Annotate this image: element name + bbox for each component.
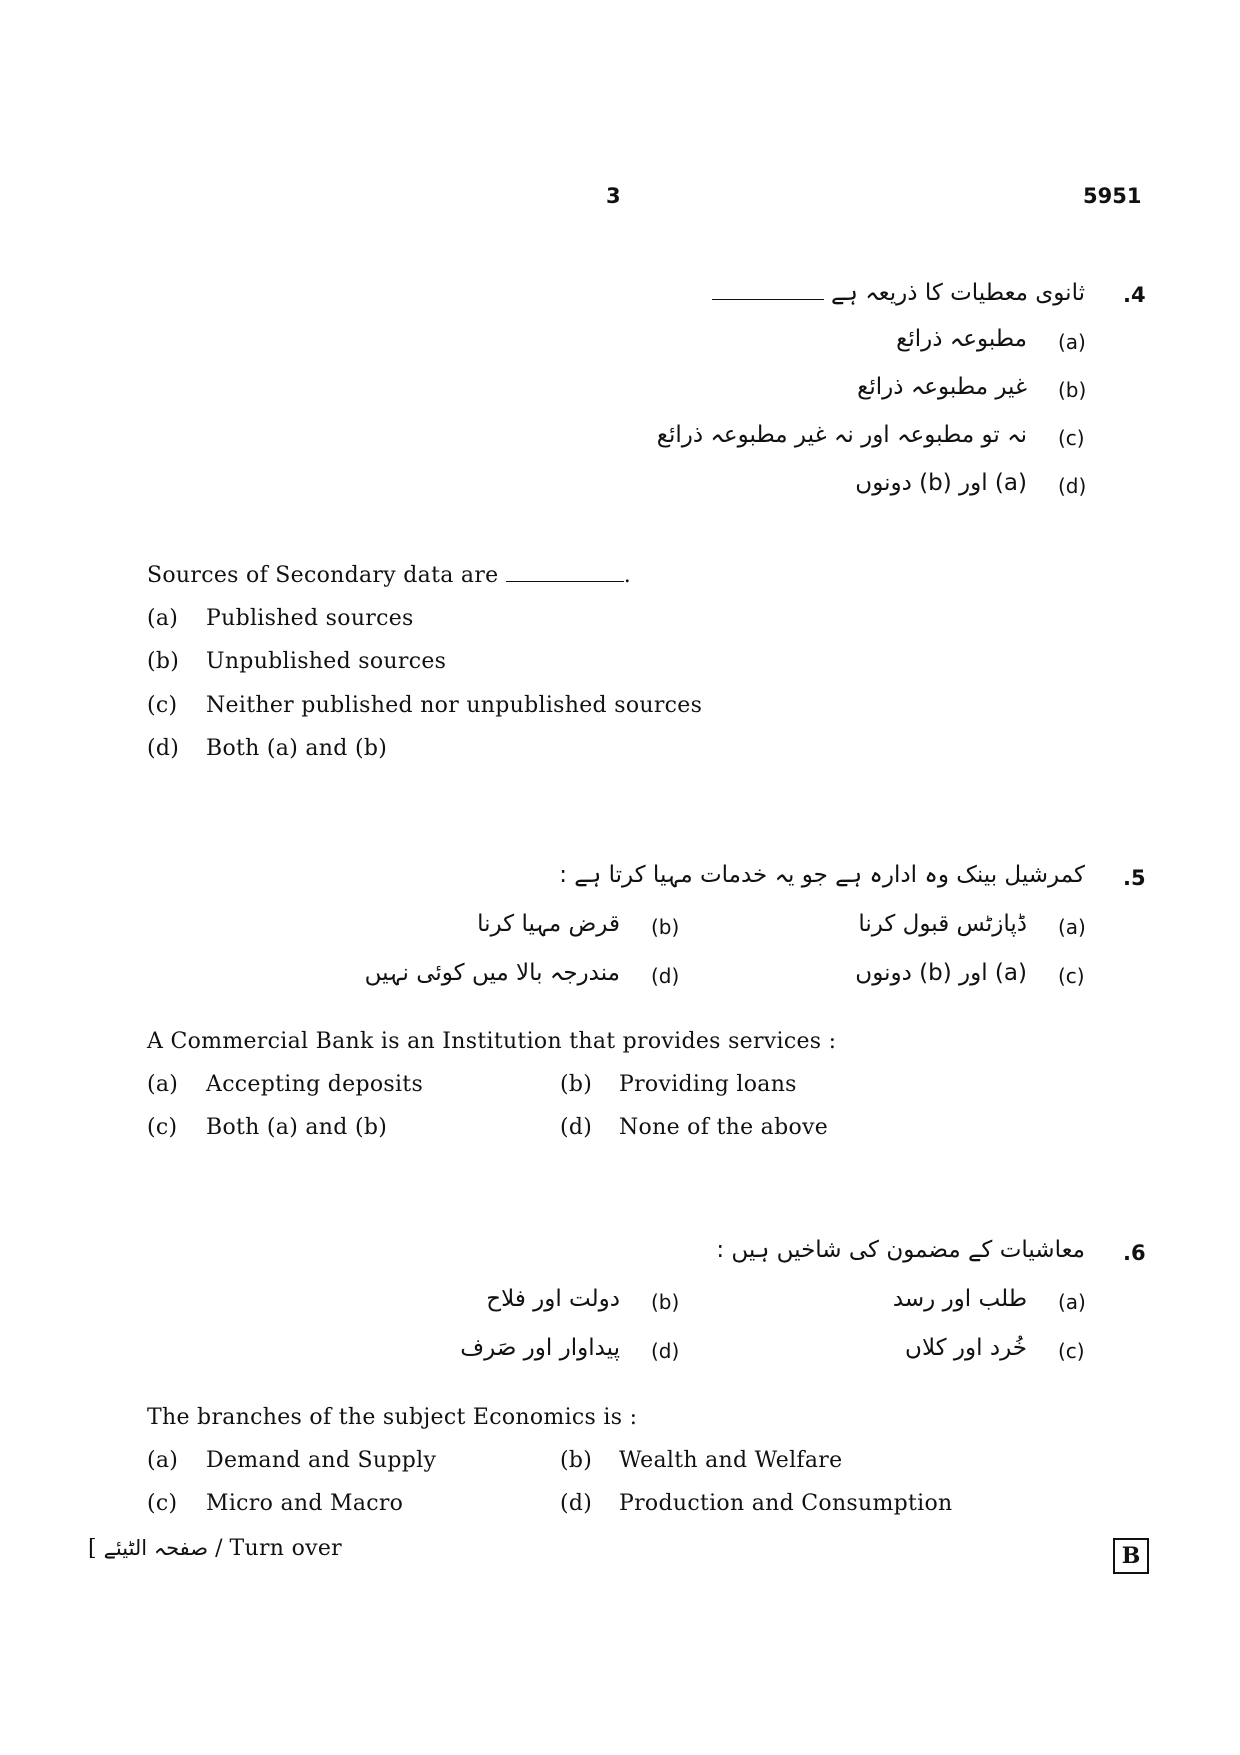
q6-option-text: Demand and Supply [206, 1448, 437, 1473]
question-5-urdu-stem: کمرشیل بینک وہ ادارہ ہے جو یہ خدمات مہیا کرتا ہے : [559, 862, 1085, 888]
q4-urdu-option-label: (d) [1058, 474, 1087, 498]
q4-option-text: Unpublished sources [206, 649, 447, 674]
q5-option-text: Both (a) and (b) [206, 1115, 388, 1140]
question-6-english-stem: The branches of the subject Economics is : [147, 1405, 638, 1430]
q6-option-label: (a) [147, 1448, 179, 1473]
q6-option-label: (d) [560, 1491, 593, 1516]
q5-option-text: None of the above [619, 1115, 829, 1140]
turn-over-note [88, 1536, 342, 1561]
q6-urdu-option-label: (b) [651, 1290, 680, 1314]
q4-urdu-option-label: (a) [1058, 330, 1086, 354]
q6-option-label: (b) [560, 1448, 593, 1473]
q6-urdu-option-text: طلب اور رسد [892, 1286, 1027, 1312]
q4-option-label: (c) [147, 693, 178, 718]
q5-urdu-option-text: (a) اور (b) دونوں [855, 960, 1027, 986]
q6-urdu-option-text: پیداوار اور صَرف [460, 1335, 620, 1361]
page-number: 3 [606, 184, 621, 208]
question-6-urdu-stem: معاشیات کے مضمون کی شاخیں ہیں : [716, 1237, 1085, 1263]
q4-urdu-option-text: مطبوعہ ذرائع [896, 326, 1027, 352]
q5-urdu-option-label: (b) [651, 915, 680, 939]
turn-over-english: / Turn over [215, 1536, 342, 1561]
question-4-english-stem: Sources of Secondary data are . [147, 563, 632, 588]
q6-urdu-option-label: (d) [651, 1339, 680, 1363]
q5-option-label: (a) [147, 1072, 179, 1097]
q5-option-text: Accepting deposits [206, 1072, 424, 1097]
q4-urdu-option-text: غیر مطبوعہ ذرائع [857, 374, 1027, 400]
q5-urdu-option-label: (a) [1058, 915, 1086, 939]
q4-option-text: Both (a) and (b) [206, 736, 388, 761]
turn-over-bracket: [ [88, 1536, 97, 1561]
q4-option-label: (a) [147, 606, 179, 631]
q6-option-text: Production and Consumption [619, 1491, 953, 1516]
booklet-series-box: B [1113, 1538, 1149, 1574]
q5-option-label: (b) [560, 1072, 593, 1097]
q5-urdu-option-text: ڈپازٹس قبول کرنا [858, 911, 1027, 937]
q5-urdu-option-label: (d) [651, 964, 680, 988]
question-5-english-stem: A Commercial Bank is an Institution that provides services : [147, 1029, 837, 1054]
q5-option-text: Providing loans [619, 1072, 797, 1097]
question-number-6: .6 [1123, 1241, 1146, 1265]
answer-blank [506, 577, 624, 582]
q6-urdu-option-text: خُرد اور کلاں [905, 1335, 1027, 1361]
q5-urdu-option-label: (c) [1058, 964, 1085, 988]
paper-code: 5951 [1083, 184, 1142, 208]
question-number-4: .4 [1123, 283, 1146, 307]
q5-option-label: (c) [147, 1115, 178, 1140]
q6-urdu-option-label: (a) [1058, 1290, 1086, 1314]
question-4-urdu-stem-text: ثانوی معطیات کا ذریعہ ہے [830, 280, 1085, 306]
turn-over-urdu: صفحہ الٹیئے [103, 1536, 209, 1560]
q5-urdu-option-text: مندرجہ بالا میں کوئی نہیں [364, 960, 620, 986]
q4-option-text: Neither published nor unpublished sources [206, 693, 703, 718]
q6-option-text: Micro and Macro [206, 1491, 404, 1516]
q4-option-text: Published sources [206, 606, 414, 631]
q6-option-text: Wealth and Welfare [619, 1448, 843, 1473]
question-4-english-stem-text: Sources of Secondary data are [147, 563, 499, 588]
q4-urdu-option-text: (a) اور (b) دونوں [855, 470, 1027, 496]
q4-urdu-option-label: (b) [1058, 378, 1087, 402]
q6-urdu-option-text: دولت اور فلاح [486, 1286, 620, 1312]
q6-option-label: (c) [147, 1491, 178, 1516]
q4-urdu-option-text: نہ تو مطبوعہ اور نہ غیر مطبوعہ ذرائع [656, 422, 1027, 448]
q5-urdu-option-text: قرض مہیا کرنا [477, 911, 620, 937]
question-number-5: .5 [1123, 866, 1146, 890]
answer-blank [712, 295, 824, 300]
q5-option-label: (d) [560, 1115, 593, 1140]
q4-option-label: (b) [147, 649, 180, 674]
q6-urdu-option-label: (c) [1058, 1339, 1085, 1363]
q4-option-label: (d) [147, 736, 180, 761]
q4-urdu-option-label: (c) [1058, 426, 1085, 450]
question-4-urdu-stem [712, 280, 1085, 306]
